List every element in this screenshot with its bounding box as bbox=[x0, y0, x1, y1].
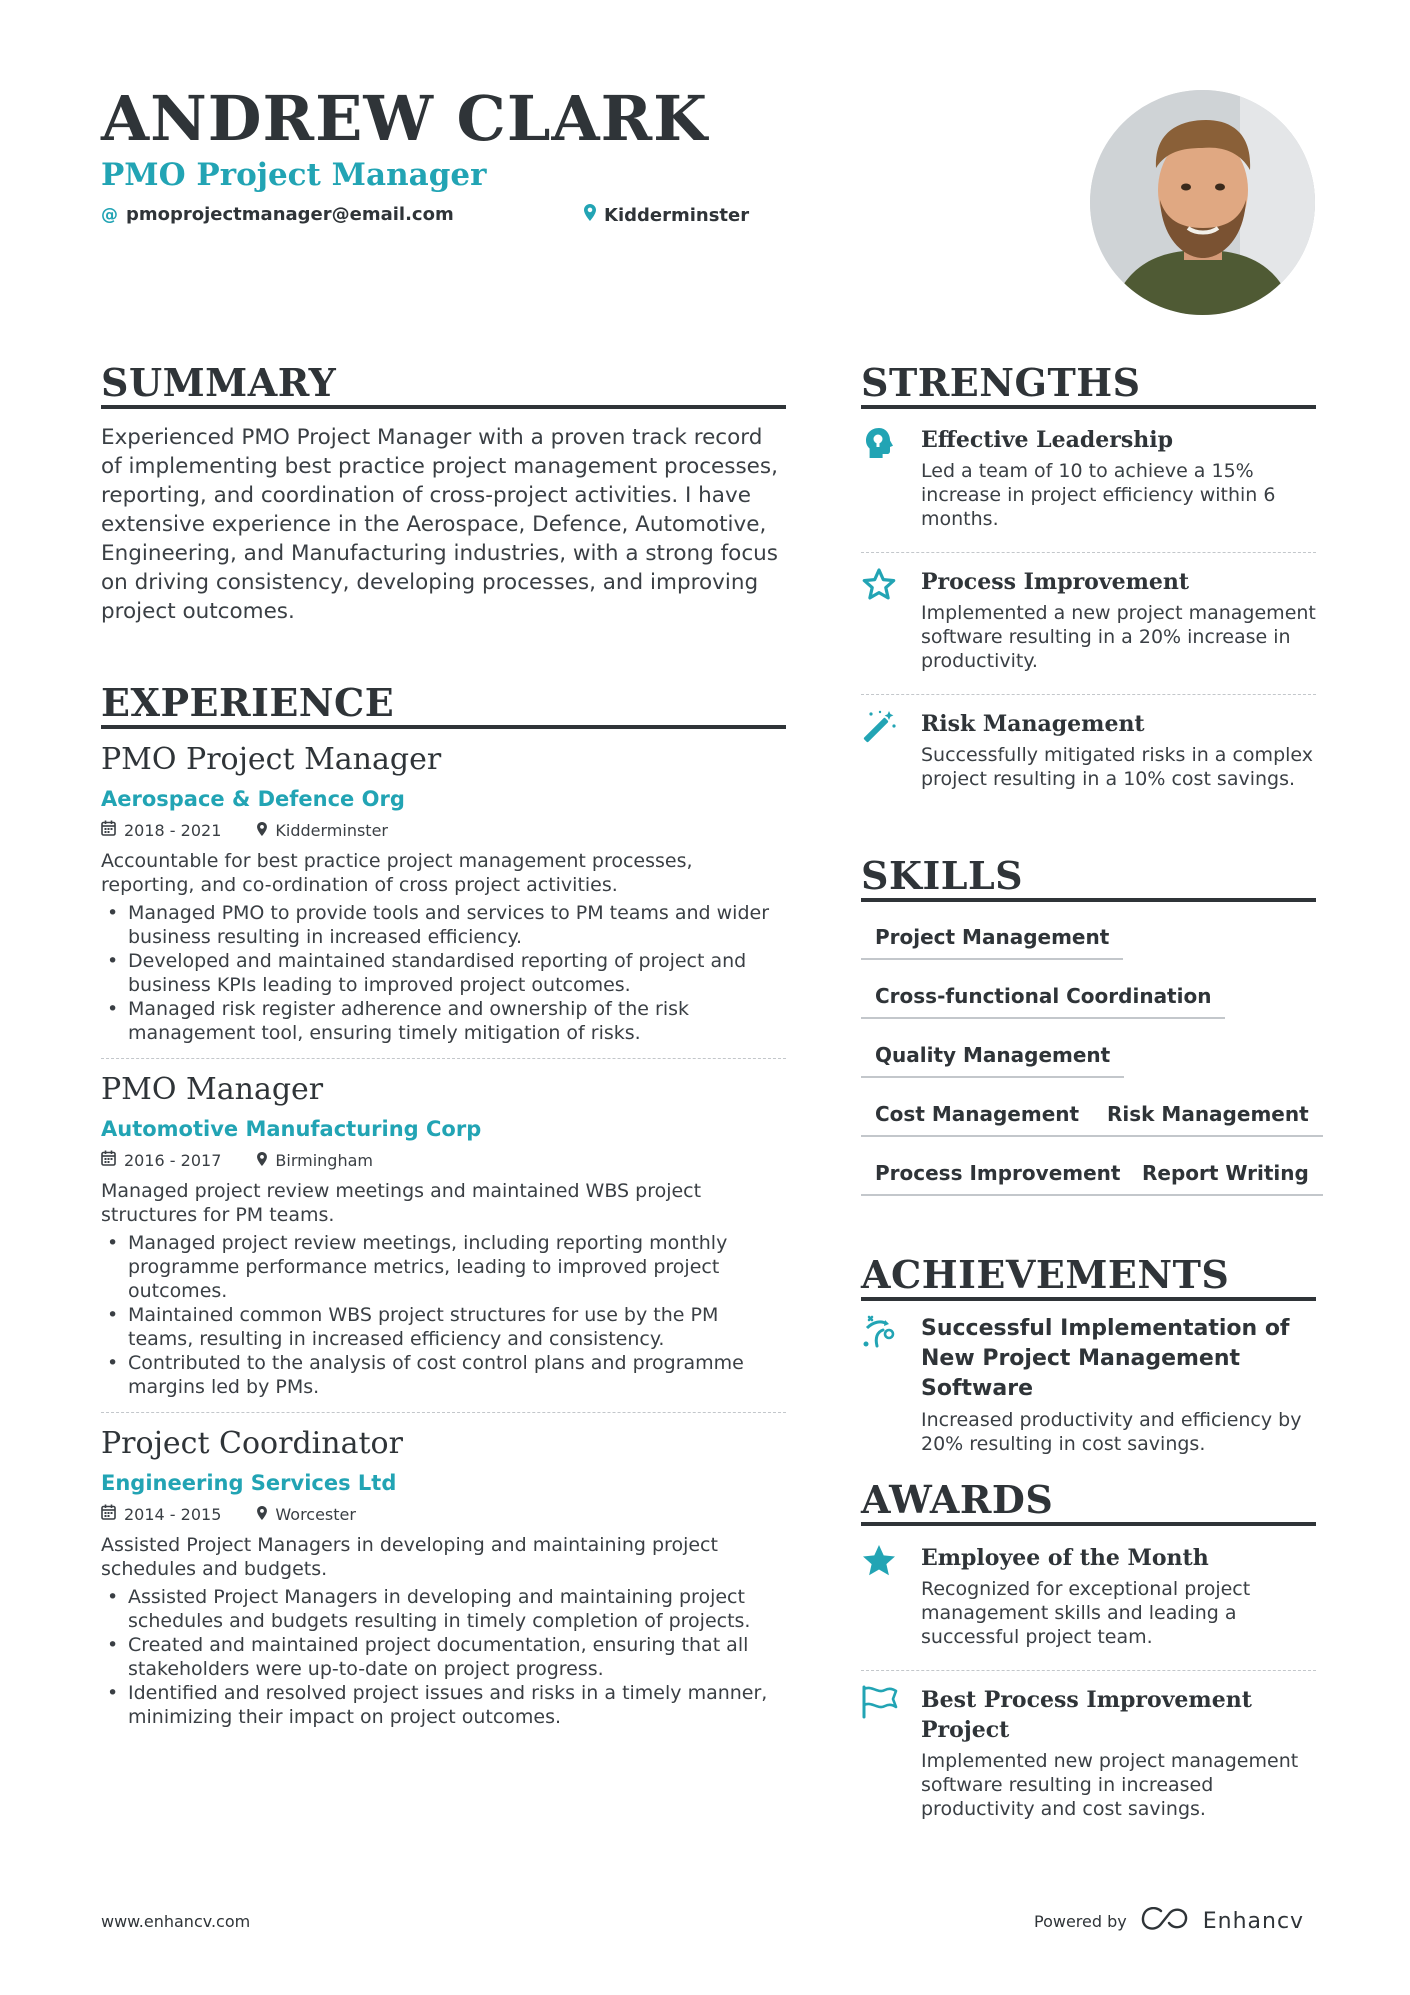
candidate-role: PMO Project Manager bbox=[101, 157, 487, 193]
skill-tag: Project Management bbox=[861, 924, 1123, 960]
email-text: pmoprojectmanager@email.com bbox=[126, 204, 454, 225]
strength-item bbox=[861, 425, 1316, 531]
location-pin-icon bbox=[257, 1151, 267, 1171]
job-bullet: • Maintained common WBS project structures for use by the PM teams, resulting in increased efficiency and consistency. bbox=[101, 1303, 786, 1351]
job-location: Birmingham bbox=[275, 1150, 373, 1170]
summary-heading: SUMMARY bbox=[101, 360, 337, 405]
calendar-icon bbox=[101, 1150, 116, 1171]
job-description: Assisted Project Managers in developing and maintaining project schedules and budgets. bbox=[101, 1534, 718, 1580]
job-bullets bbox=[101, 1585, 786, 1729]
job-bullet: • Contributed to the analysis of cost control plans and programme margins led by PMs. bbox=[101, 1351, 786, 1399]
job-location: Worcester bbox=[275, 1504, 356, 1524]
job-title: PMO Project Manager bbox=[101, 742, 442, 777]
candidate-name: ANDREW CLARK bbox=[101, 82, 708, 155]
achievement-title: Successful Implementation of New Project Management Software bbox=[921, 1316, 1290, 1401]
flag-icon bbox=[861, 1685, 901, 1725]
job-bullet: • Assisted Project Managers in developing and maintaining project schedules and budgets resulting in timely completion of projects. bbox=[101, 1585, 786, 1633]
experience-heading: EXPERIENCE bbox=[101, 680, 395, 725]
strength-title: Process Improvement bbox=[921, 569, 1190, 595]
award-title: Best Process Improvement Project bbox=[921, 1687, 1252, 1743]
profile-photo bbox=[1090, 90, 1315, 315]
award-description: Recognized for exceptional project management skills and leading a successful project team. bbox=[921, 1578, 1251, 1648]
award-description: Implemented new project management software resulting in increased productivity and cost savings. bbox=[921, 1750, 1299, 1820]
strength-title: Effective Leadership bbox=[921, 427, 1173, 453]
job-bullet: • Developed and maintained standardised reporting of project and business KPIs leading to improved project outcomes. bbox=[101, 949, 786, 997]
location-pin-icon bbox=[257, 1505, 267, 1525]
skill-tag: Cross-functional Coordination bbox=[861, 983, 1225, 1019]
strength-description: Led a team of 10 to achieve a 15% increase in project efficiency within 6 months. bbox=[921, 460, 1276, 530]
job-title: Project Coordinator bbox=[101, 1426, 403, 1461]
skills-heading: SKILLS bbox=[861, 853, 1024, 898]
skill-tag: Report Writing bbox=[1128, 1160, 1323, 1196]
skill-tag: Risk Management bbox=[1093, 1101, 1323, 1137]
skill-tag: Cost Management bbox=[861, 1101, 1093, 1137]
skills-divider bbox=[861, 898, 1316, 902]
job-title: PMO Manager bbox=[101, 1072, 324, 1107]
enhancv-logo-icon bbox=[1141, 1907, 1189, 1935]
job-location: Kidderminster bbox=[275, 820, 388, 840]
job-entry bbox=[101, 1072, 786, 1399]
job-bullet: • Managed risk register adherence and ownership of the risk management tool, ensuring timely mitigation of risks. bbox=[101, 997, 786, 1045]
awards-divider bbox=[861, 1522, 1316, 1526]
summary-text: Experienced PMO Project Manager with a proven track record of implementing best practice project management processes, reporting, and coordination of cross-project activities. I have extensive experience in the Aerospace, Defence, Automotive, Engineering, and Manufacturing industries, with a strong focus on driving consistency, developing processes, and improving project outcomes. bbox=[101, 425, 778, 624]
award-item bbox=[861, 1685, 1316, 1821]
experience-divider bbox=[101, 725, 786, 729]
brand-name: Enhancv bbox=[1202, 1908, 1305, 1934]
strength-description: Implemented a new project management software resulting in a 20% increase in productivity. bbox=[921, 602, 1316, 672]
summary-divider bbox=[101, 405, 786, 409]
location-text: Kidderminster bbox=[604, 204, 750, 226]
skill-tag: Quality Management bbox=[861, 1042, 1124, 1078]
achievement-description: Increased productivity and efficiency by 20% resulting in cost savings. bbox=[921, 1409, 1302, 1455]
job-bullet: • Managed project review meetings, including reporting monthly programme performance metrics, leading to improved project outcomes. bbox=[101, 1231, 786, 1303]
job-company: Engineering Services Ltd bbox=[101, 1471, 397, 1495]
job-description: Accountable for best practice project management processes, reporting, and co-ordination of cross project activities. bbox=[101, 850, 693, 896]
location-pin-icon bbox=[257, 821, 267, 841]
job-entry bbox=[101, 1426, 786, 1729]
job-bullet: • Identified and resolved project issues and risks in a timely manner, minimizing their impact on project outcomes. bbox=[101, 1681, 786, 1729]
calendar-icon bbox=[101, 1504, 116, 1525]
job-separator bbox=[101, 1412, 786, 1413]
job-bullet: • Created and maintained project documentation, ensuring that all stakeholders were up-to-date on project progress. bbox=[101, 1633, 786, 1681]
strength-item bbox=[861, 709, 1316, 791]
job-dates: 2014 - 2015 bbox=[124, 1504, 222, 1524]
strength-separator bbox=[861, 694, 1316, 695]
strengths-divider bbox=[861, 405, 1316, 409]
job-meta bbox=[101, 1504, 786, 1525]
magic-wand-icon bbox=[861, 709, 901, 749]
footer-website[interactable]: www.enhancv.com bbox=[101, 1912, 251, 1931]
award-title: Employee of the Month bbox=[921, 1545, 1209, 1571]
location-pin-icon bbox=[584, 204, 596, 226]
at-icon: @ bbox=[101, 204, 118, 225]
job-entry bbox=[101, 742, 786, 1045]
strength-separator bbox=[861, 552, 1316, 553]
strategy-icon bbox=[861, 1314, 901, 1354]
star-filled-icon bbox=[861, 1543, 901, 1583]
strength-title: Risk Management bbox=[921, 711, 1145, 737]
award-item bbox=[861, 1543, 1316, 1649]
awards-heading: AWARDS bbox=[861, 1477, 1054, 1522]
calendar-icon bbox=[101, 820, 116, 841]
achievements-heading: ACHIEVEMENTS bbox=[861, 1252, 1230, 1297]
award-separator bbox=[861, 1670, 1316, 1671]
job-meta bbox=[101, 1150, 786, 1171]
contact-email[interactable] bbox=[101, 204, 454, 225]
star-outline-icon bbox=[861, 567, 901, 607]
footer-branding[interactable] bbox=[1034, 1907, 1304, 1935]
strengths-heading: STRENGTHS bbox=[861, 360, 1141, 405]
job-meta bbox=[101, 820, 786, 841]
job-bullets bbox=[101, 1231, 786, 1399]
powered-by-label: Powered by bbox=[1034, 1911, 1127, 1931]
job-dates: 2018 - 2021 bbox=[124, 820, 222, 840]
job-bullet: • Managed PMO to provide tools and services to PM teams and wider business resulting in increased efficiency. bbox=[101, 901, 786, 949]
achievement-item bbox=[861, 1314, 1316, 1456]
job-company: Automotive Manufacturing Corp bbox=[101, 1117, 482, 1141]
strength-item bbox=[861, 567, 1316, 673]
job-separator bbox=[101, 1058, 786, 1059]
job-bullets bbox=[101, 901, 786, 1045]
skill-tag: Process Improvement bbox=[861, 1160, 1134, 1196]
strength-description: Successfully mitigated risks in a complex project resulting in a 10% cost savings. bbox=[921, 744, 1314, 790]
contact-location bbox=[584, 204, 749, 226]
head-bulb-icon bbox=[861, 425, 901, 465]
achievements-divider bbox=[861, 1297, 1316, 1301]
job-dates: 2016 - 2017 bbox=[124, 1150, 222, 1170]
job-description: Managed project review meetings and maintained WBS project structures for PM teams. bbox=[101, 1180, 702, 1226]
job-company: Aerospace & Defence Org bbox=[101, 787, 405, 811]
